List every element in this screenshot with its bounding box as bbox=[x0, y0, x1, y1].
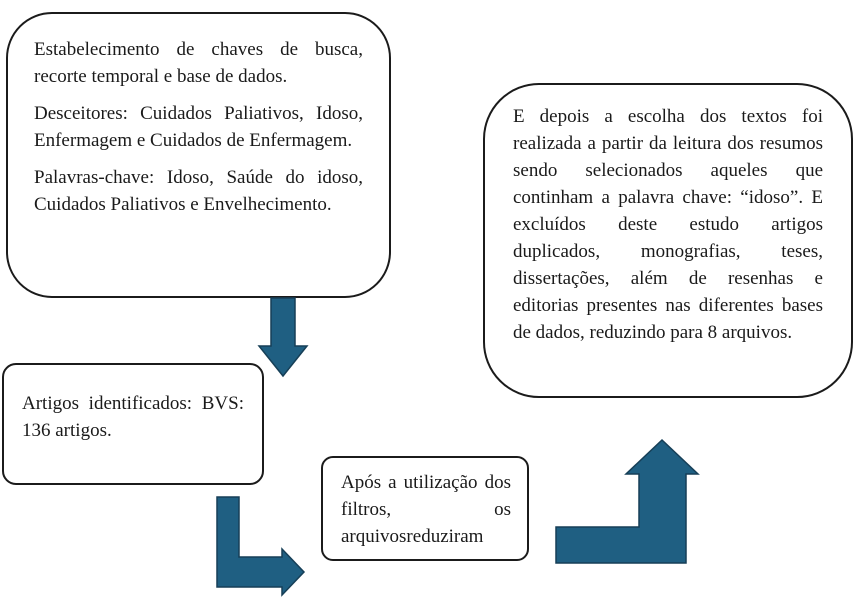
selection-criteria-text: E depois a escolha dos textos foi realizada a partir da leitura dos resumos sendo selecionados aqueles que continham a palavra chave: “idoso”. E excluídos deste estudo artigos duplicados, monografias, teses, dissertações, além de resenhas e editorias presentes nas diferentes bases de dados, reduzindo para 8 arquivos. bbox=[513, 106, 823, 343]
search-keys-text: Estabelecimento de chaves de busca, recorte temporal e base de dados. bbox=[34, 39, 363, 87]
bent-right-arrow-icon bbox=[217, 497, 304, 595]
down-arrow-icon bbox=[259, 298, 307, 376]
keywords-text: Palavras-chave: Idoso, Saúde do idoso, Cuidados Paliativos e Envelhecimento. bbox=[34, 167, 363, 215]
filters-text: Após a utilização dos filtros, os arquivosreduziram bbox=[341, 472, 511, 547]
descriptors-text: Desceitores: Cuidados Paliativos, Idoso, Enfermagem e Cuidados de Enfermagem. bbox=[34, 103, 363, 151]
identified-articles-text: Artigos identificados: BVS: 136 artigos. bbox=[22, 393, 244, 441]
bent-up-arrow-icon bbox=[556, 440, 698, 563]
